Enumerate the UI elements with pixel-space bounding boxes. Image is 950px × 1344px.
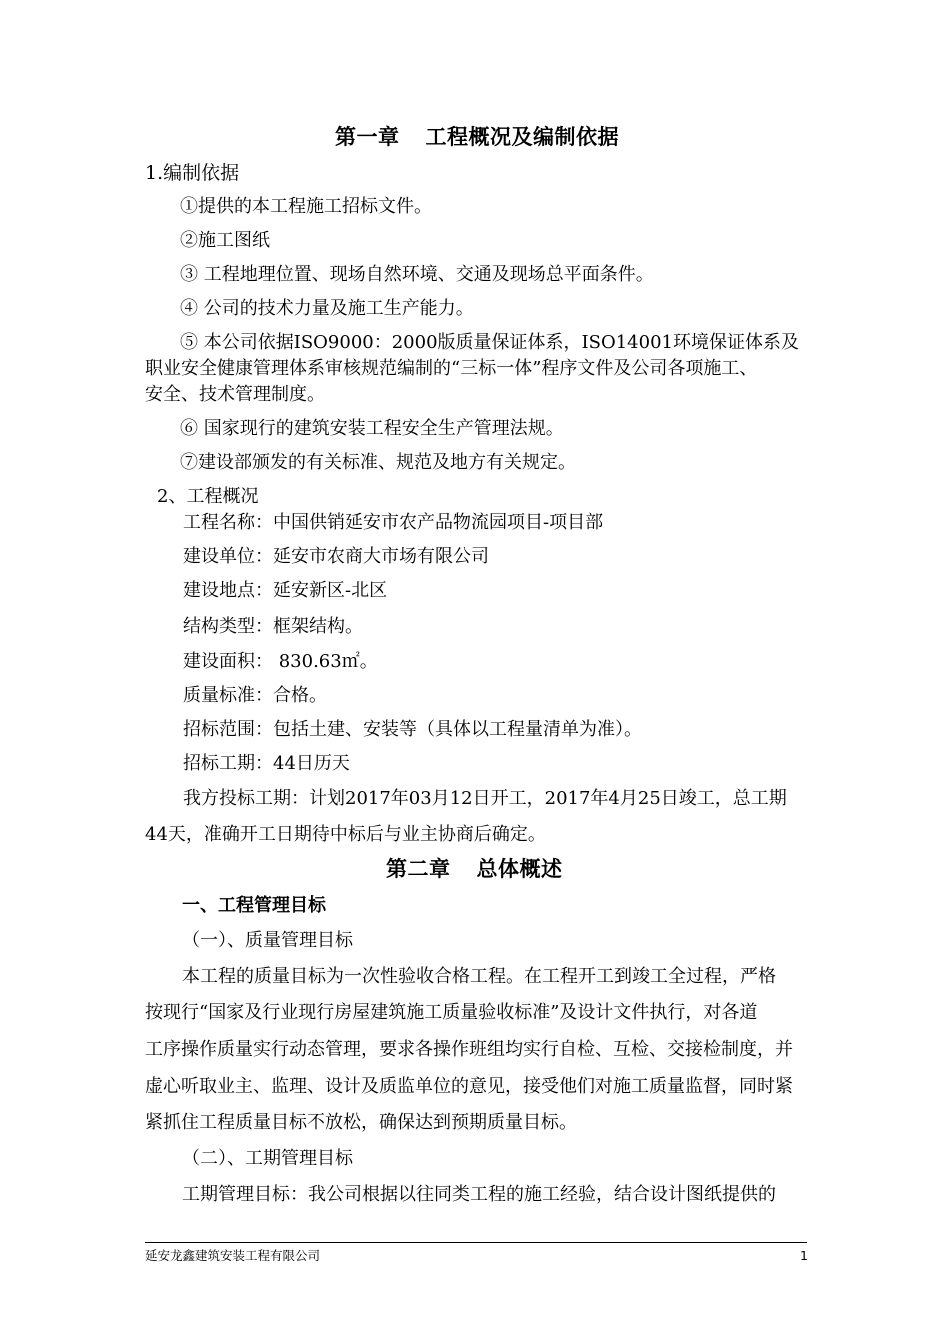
overview-item: 建设地点：延安新区-北区 [183,580,388,601]
quality-paragraph-line: 虚心听取业主、监理、设计及质监单位的意见，接受他们对施工质量监督，同时紧 [145,1076,793,1097]
quality-paragraph-line: 按现行“国家及行业现行房屋建筑施工质量验收标准”及设计文件执行，对各道 [145,1002,758,1023]
quality-paragraph-line: 本工程的质量目标为一次性验收合格工程。在工程开工到竣工全过程，严格 [182,966,776,987]
overview-item: 招标工期：44日历天 [183,753,350,774]
chapter2-number: 第二章 [386,856,451,881]
footer-company: 延安龙鑫建筑安装工程有限公司 [145,1248,321,1263]
overview-item: 质量标准：合格。 [183,685,327,706]
overview-item: 我方投标工期：计划2017年03月12日开工，2017年4月25日竣工，总工期 [183,788,787,809]
basis-item: ⑦建设部颁发的有关标准、规范及地方有关规定。 [180,452,576,473]
subsection-heading-schedule: （二）、工期管理目标 [182,1148,353,1169]
overview-heading: 2、工程概况 [157,486,259,507]
basis-item-continued: 职业安全健康管理体系审核规范编制的“三标一体”程序文件及公司各项施工、 [145,358,758,379]
overview-item: 结构类型：框架结构。 [183,616,363,637]
chapter1-number: 第一章 [335,124,400,149]
chapter2-name: 总体概述 [476,856,563,881]
subsection-heading-quality: （一）、质量管理目标 [182,930,353,951]
basis-item: ①提供的本工程施工招标文件。 [180,196,432,217]
quality-paragraph-line: 工序操作质量实行动态管理，要求各操作班组均实行自检、互检、交接检制度，并 [145,1039,793,1060]
overview-item: 工程名称：中国供销延安市农产品物流园项目-项目部 [183,512,604,533]
footer-divider [145,1242,807,1243]
basis-item: ⑤ 本公司依据ISO9000：2000版质量保证体系，ISO14001环境保证体系及 [180,332,799,353]
overview-item: 建设单位：延安市农商大市场有限公司 [183,546,489,567]
footer-page-number: 1 [800,1248,808,1263]
basis-heading: 1.编制依据 [145,162,240,184]
basis-item: ④ 公司的技术力量及施工生产能力。 [180,298,474,319]
overview-item: 招标范围：包括土建、安装等（具体以工程量清单为准）。 [183,719,642,740]
basis-item: ⑥ 国家现行的建筑安装工程安全生产管理法规。 [180,418,564,439]
section-heading-management-goals: 一、工程管理目标 [182,895,326,916]
chapter2-title [386,857,563,881]
overview-item: 建设面积： 830.63㎡。 [183,651,378,672]
schedule-paragraph-line: 工期管理目标：我公司根据以往同类工程的施工经验，结合设计图纸提供的 [182,1184,776,1205]
chapter1-title [335,125,619,149]
basis-item: ③ 工程地理位置、现场自然环境、交通及现场总平面条件。 [180,264,654,285]
overview-item-continued: 44天，准确开工日期待中标后与业主协商后确定。 [145,824,546,845]
quality-paragraph-line: 紧抓住工程质量目标不放松，确保达到预期质量目标。 [145,1112,577,1133]
basis-item: ②施工图纸 [180,230,270,251]
basis-item-continued: 安全、技术管理制度。 [145,384,325,405]
chapter1-name: 工程概况及编制依据 [425,124,619,149]
